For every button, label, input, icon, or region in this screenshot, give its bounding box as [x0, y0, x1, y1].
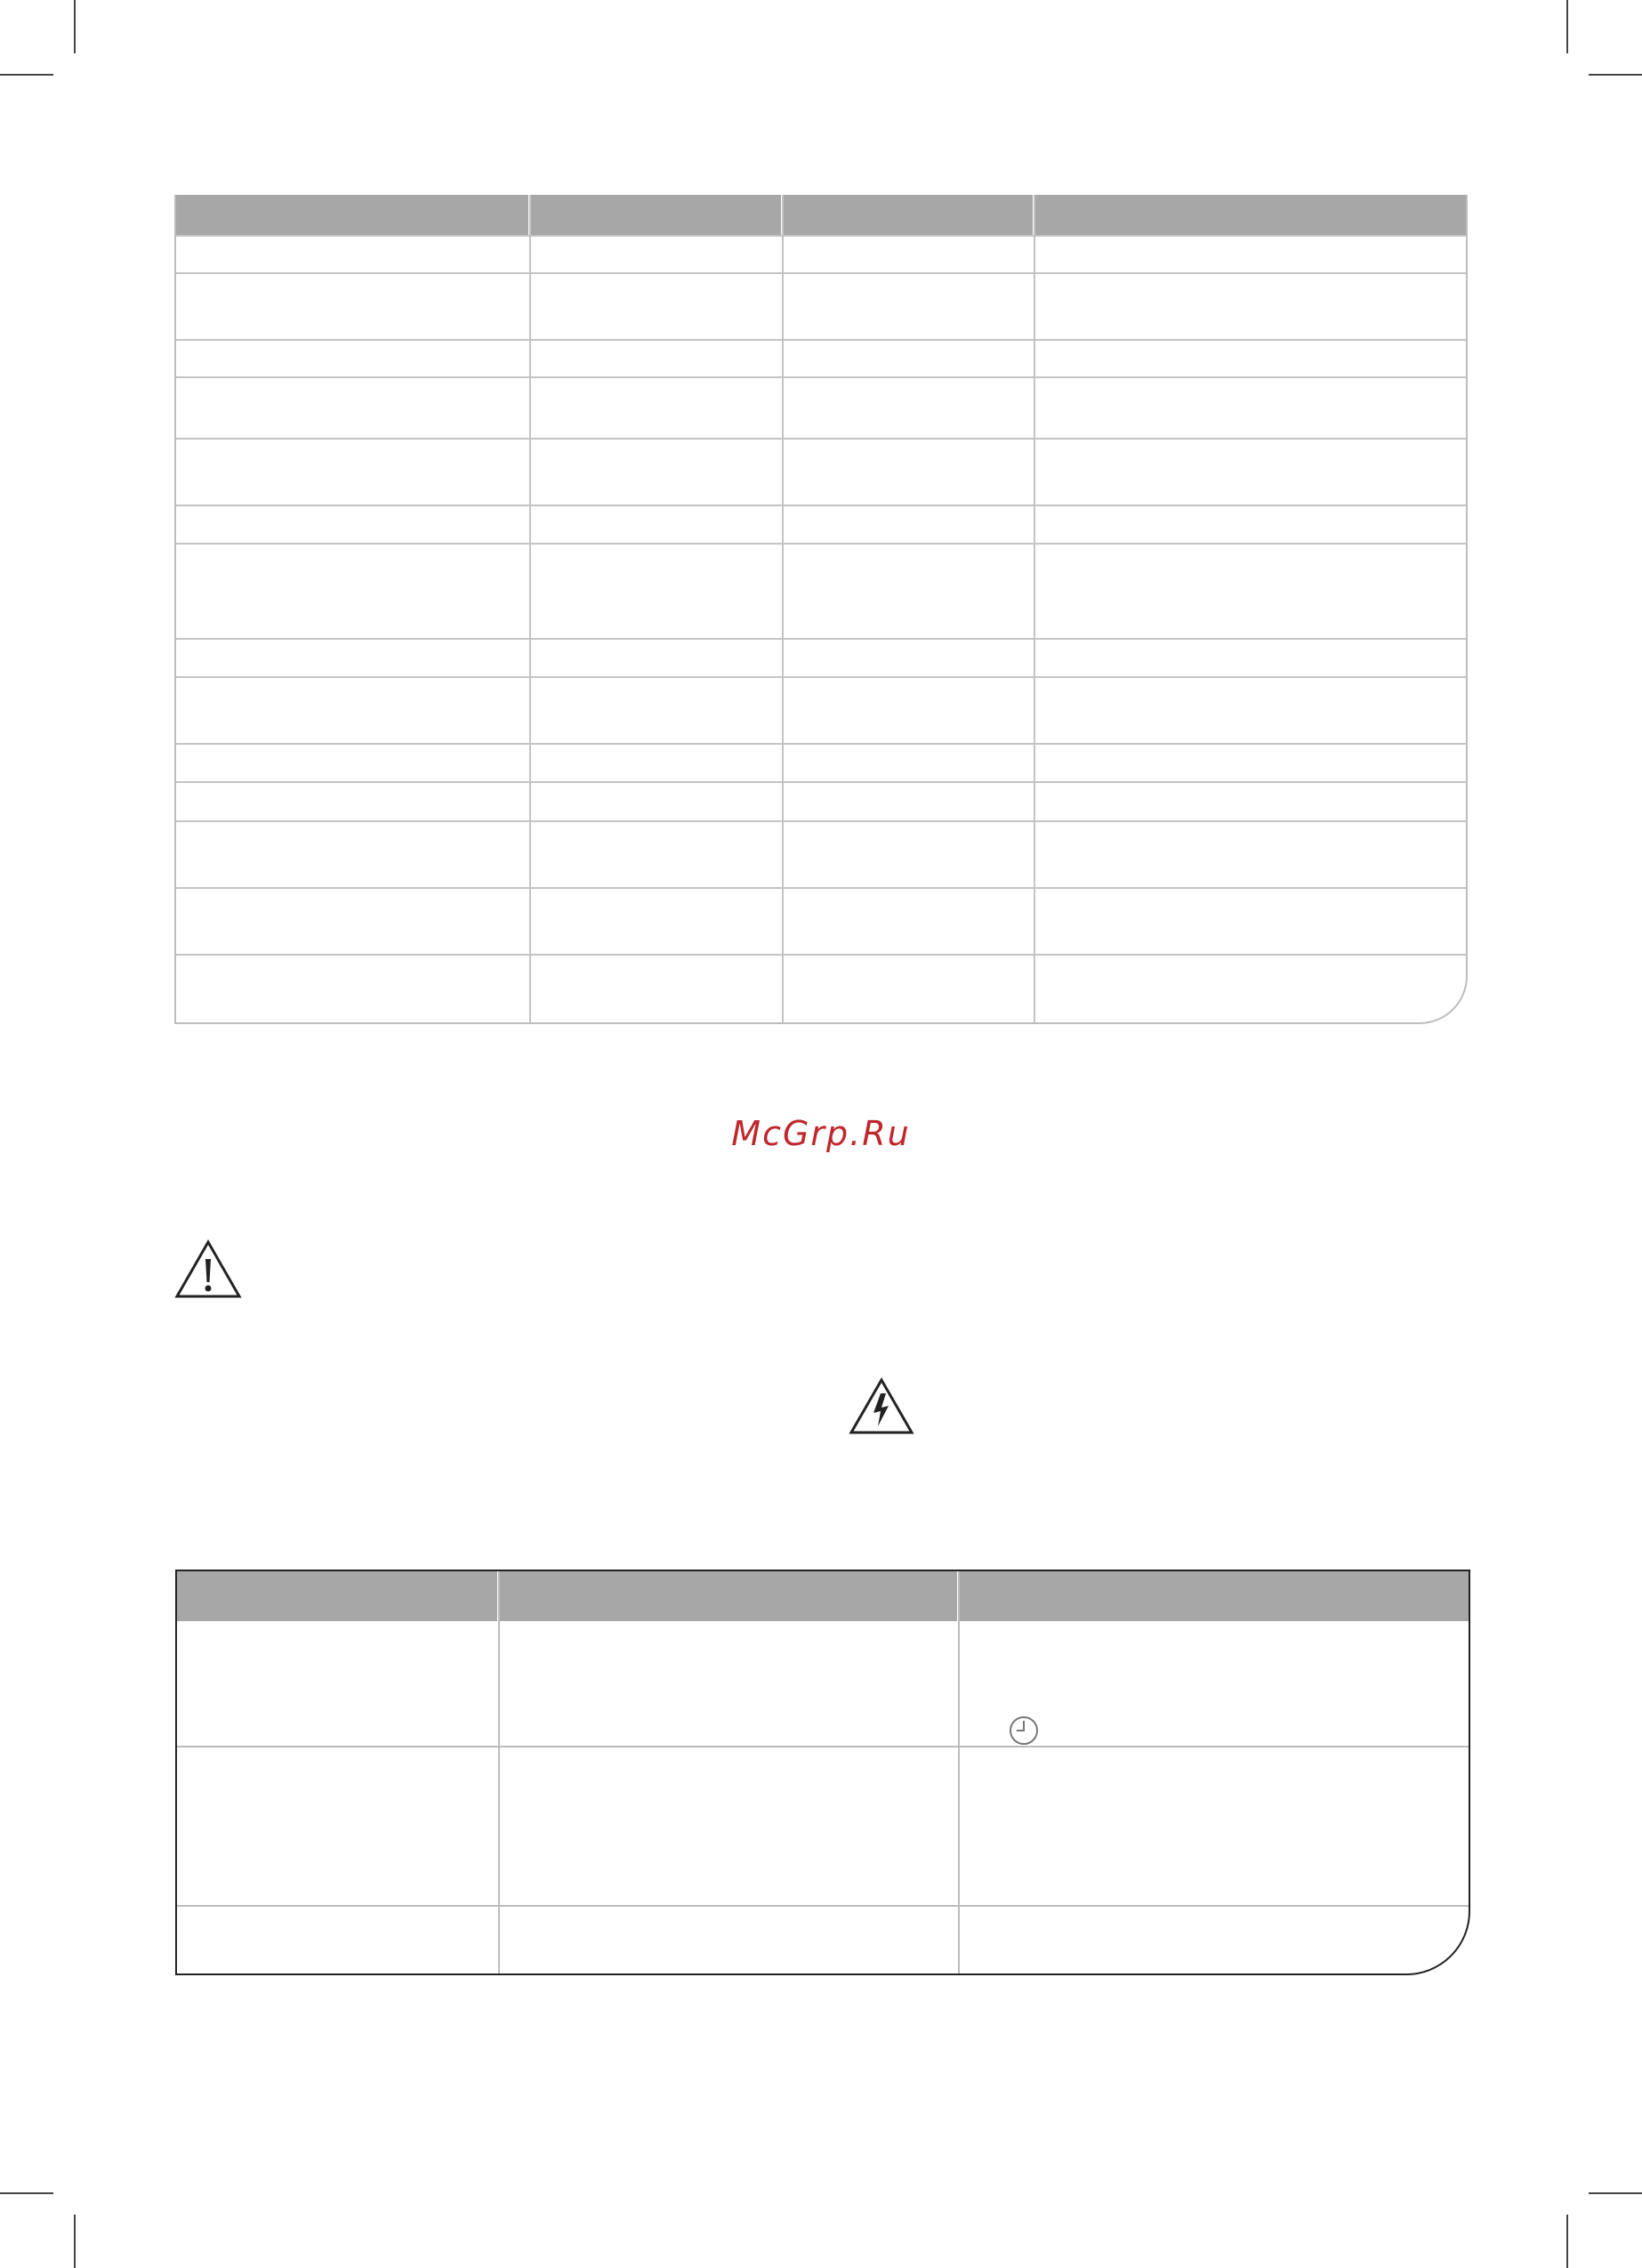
- electric-hazard-icon: [849, 1377, 914, 1436]
- crop-mark: [74, 0, 76, 53]
- watermark-text: McGrp.Ru: [731, 1114, 911, 1153]
- table-row: [177, 1905, 1469, 1907]
- table-row: [176, 504, 1466, 506]
- crop-mark: [0, 74, 53, 76]
- table-row: [176, 339, 1466, 341]
- crop-mark: [1566, 2215, 1568, 2268]
- table-row: [176, 954, 1466, 956]
- clock-icon: [1008, 1715, 1040, 1747]
- table-row: [176, 887, 1466, 889]
- table-row: [176, 781, 1466, 783]
- table-row: [176, 235, 1466, 237]
- table-row: [176, 743, 1466, 745]
- table-row: [176, 272, 1466, 274]
- crop-mark: [1589, 2192, 1642, 2194]
- crop-mark: [74, 2215, 76, 2268]
- crop-mark: [1589, 74, 1642, 76]
- table-row: [176, 638, 1466, 640]
- table-row: [176, 438, 1466, 440]
- crop-mark: [0, 2192, 53, 2194]
- table-row: [177, 1746, 1469, 1747]
- warning-triangle-icon: [174, 1239, 242, 1300]
- table-row: [176, 376, 1466, 378]
- crop-mark: [1566, 0, 1568, 53]
- table-row: [176, 820, 1466, 822]
- table-header: [177, 1571, 1469, 1621]
- troubleshooting-table: [175, 1570, 1470, 1975]
- table-row: [176, 676, 1466, 678]
- table-row: [176, 543, 1466, 545]
- table-header: [176, 195, 1466, 235]
- specifications-table: [174, 195, 1468, 1024]
